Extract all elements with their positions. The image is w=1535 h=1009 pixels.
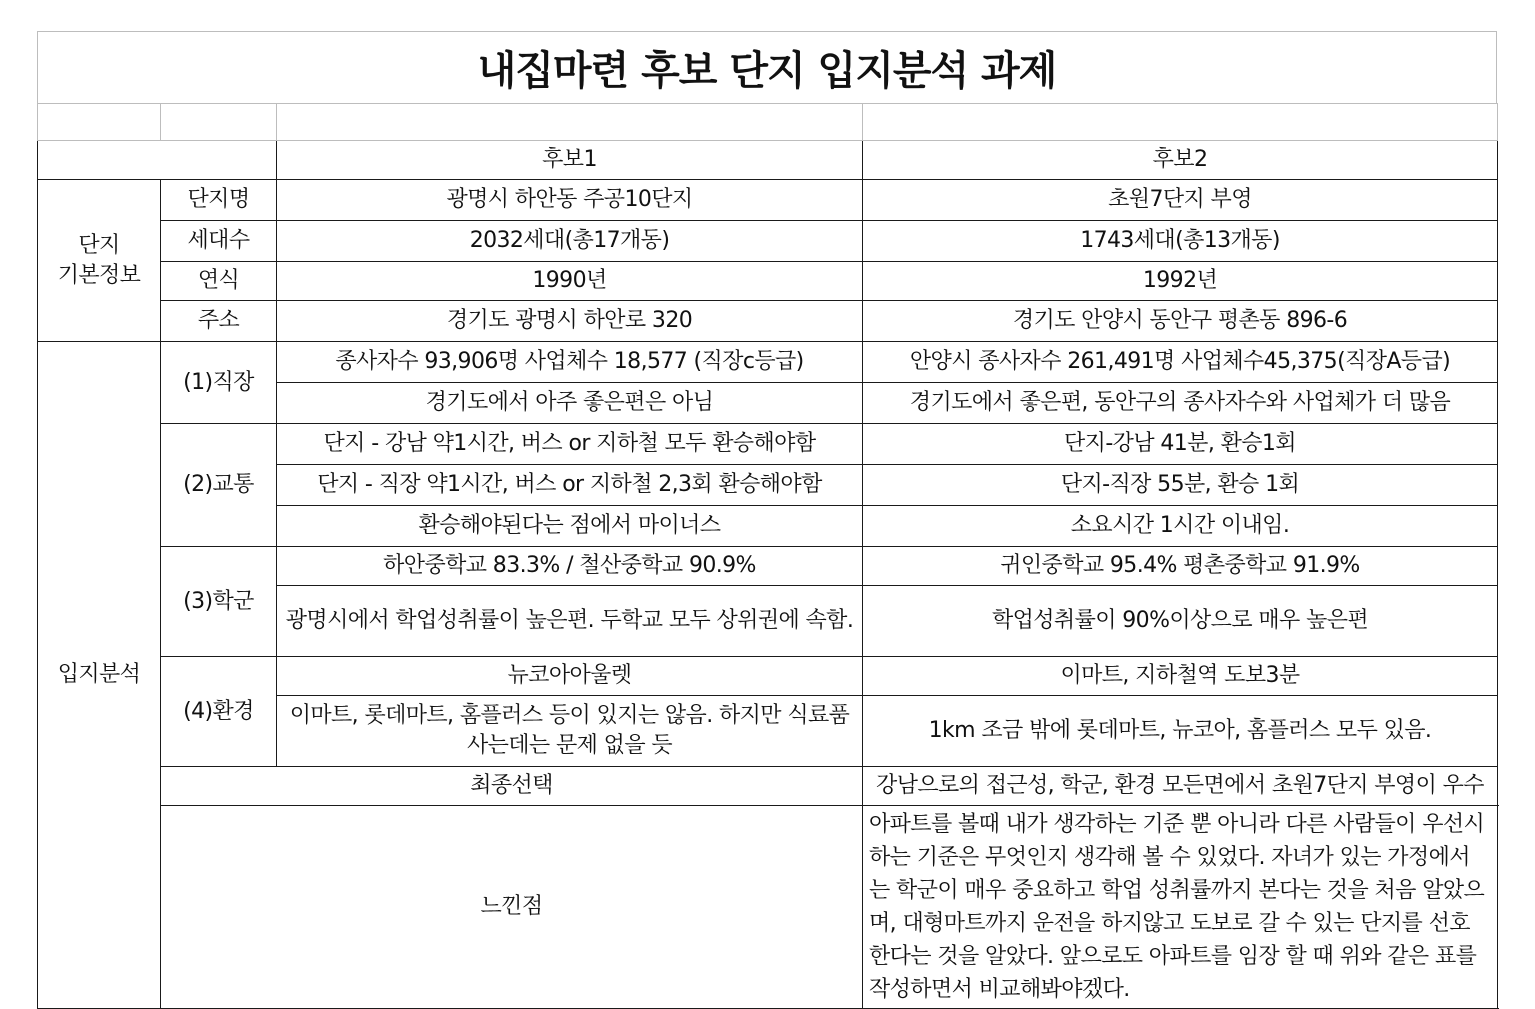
cell-candidate2: 이마트, 지하철역 도보3분 bbox=[863, 657, 1498, 696]
cell-candidate2: 경기도 안양시 동안구 평촌동 896-6 bbox=[863, 301, 1498, 342]
cell-candidate2: 귀인중학교 95.4% 평촌중학교 91.9% bbox=[863, 547, 1498, 586]
cell-candidate2: 1743세대(총13개동) bbox=[863, 221, 1498, 262]
basic-info-group-label: 단지 기본정보 bbox=[38, 180, 161, 342]
title-cell bbox=[37, 31, 1497, 103]
cell-candidate2: 초원7단지 부영 bbox=[863, 180, 1498, 221]
table-row bbox=[38, 180, 1498, 221]
table-row bbox=[38, 342, 1498, 383]
cell-candidate2: 단지-강남 41분, 환승1회 bbox=[863, 424, 1498, 465]
cell-candidate1: 경기도에서 아주 좋은편은 아님 bbox=[277, 383, 863, 424]
final-choice-label: 최종선택 bbox=[161, 767, 863, 806]
row-label-environment: (4)환경 bbox=[161, 657, 277, 767]
cell-candidate2: 소요시간 1시간 이내임. bbox=[863, 506, 1498, 547]
cell-candidate1: 1990년 bbox=[277, 262, 863, 301]
header-row bbox=[38, 141, 1498, 180]
empty-cell bbox=[38, 104, 161, 141]
row-label-transport: (2)교통 bbox=[161, 424, 277, 547]
final-choice-value: 강남으로의 접근성, 학군, 환경 모든면에서 초원7단지 부영이 우수 bbox=[863, 767, 1498, 806]
final-choice-row bbox=[38, 767, 1498, 806]
cell-candidate2: 1992년 bbox=[863, 262, 1498, 301]
table-row bbox=[38, 424, 1498, 465]
cell-candidate1: 이마트, 롯데마트, 홈플러스 등이 있지는 않음. 하지만 식료품 사는데는 문제 없을 듯 bbox=[277, 696, 863, 767]
cell-candidate2: 학업성취률이 90%이상으로 매우 높은편 bbox=[863, 586, 1498, 657]
cell-candidate1: 종사자수 93,906명 사업체수 18,577 (직장c등급) bbox=[277, 342, 863, 383]
empty-cell bbox=[161, 104, 277, 141]
cell-candidate1: 광명시에서 학업성취률이 높은편. 두학교 모두 상위권에 속함. bbox=[277, 586, 863, 657]
cell-candidate2: 1km 조금 밖에 롯데마트, 뉴코아, 홈플러스 모두 있음. bbox=[863, 696, 1498, 767]
document-sheet bbox=[37, 31, 1497, 1009]
header-candidate2: 후보2 bbox=[863, 141, 1498, 180]
cell-candidate2: 경기도에서 좋은편, 동안구의 종사자수와 사업체가 더 많음 bbox=[863, 383, 1498, 424]
table-row bbox=[38, 262, 1498, 301]
cell-candidate1: 단지 - 직장 약1시간, 버스 or 지하철 2,3회 환승해야함 bbox=[277, 465, 863, 506]
cell-candidate1: 광명시 하안동 주공10단지 bbox=[277, 180, 863, 221]
header-empty-cell bbox=[38, 141, 277, 180]
table-row bbox=[38, 221, 1498, 262]
table-row bbox=[38, 301, 1498, 342]
analysis-table bbox=[37, 103, 1498, 1009]
feeling-text: 아파트를 볼때 내가 생각하는 기준 뿐 아니라 다른 사람들이 우선시하는 기준은 무엇인지 생각해 볼 수 있었다. 자녀가 있는 가정에서는 학군이 매우 중요하고 학업 성취률까지 본다는 것을 처음 알았으며, 대형마트까지 운전을 하지않고 도보로 갈 수 있는 단지를 선호한다는 것을 알았다. 앞으로도 아파트를 임장 할 때 위와 같은 표를 작성하면서 비교해봐야겠다. bbox=[863, 806, 1498, 1009]
row-label: 세대수 bbox=[161, 221, 277, 262]
spacer-row bbox=[38, 104, 1498, 141]
cell-candidate1: 하안중학교 83.3% / 철산중학교 90.9% bbox=[277, 547, 863, 586]
empty-cell bbox=[277, 104, 863, 141]
cell-candidate2: 단지-직장 55분, 환승 1회 bbox=[863, 465, 1498, 506]
cell-candidate2: 안양시 종사자수 261,491명 사업체수45,375(직장A등급) bbox=[863, 342, 1498, 383]
row-label-job: (1)직장 bbox=[161, 342, 277, 424]
cell-candidate1: 2032세대(총17개동) bbox=[277, 221, 863, 262]
table-row bbox=[38, 657, 1498, 696]
row-label: 주소 bbox=[161, 301, 277, 342]
cell-candidate1: 환승해야된다는 점에서 마이너스 bbox=[277, 506, 863, 547]
row-label: 단지명 bbox=[161, 180, 277, 221]
empty-cell bbox=[863, 104, 1498, 141]
feeling-label: 느낀점 bbox=[161, 806, 863, 1009]
feeling-row bbox=[38, 806, 1498, 1009]
header-candidate1: 후보1 bbox=[277, 141, 863, 180]
page-title: 내집마련 후보 단지 입지분석 과제 bbox=[477, 48, 1057, 94]
cell-candidate1: 단지 - 강남 약1시간, 버스 or 지하철 모두 환승해야함 bbox=[277, 424, 863, 465]
cell-candidate1: 경기도 광명시 하안로 320 bbox=[277, 301, 863, 342]
table-row bbox=[38, 547, 1498, 586]
row-label-school: (3)학군 bbox=[161, 547, 277, 657]
row-label: 연식 bbox=[161, 262, 277, 301]
cell-candidate1: 뉴코아아울렛 bbox=[277, 657, 863, 696]
location-analysis-group-label: 입지분석 bbox=[38, 342, 161, 1009]
